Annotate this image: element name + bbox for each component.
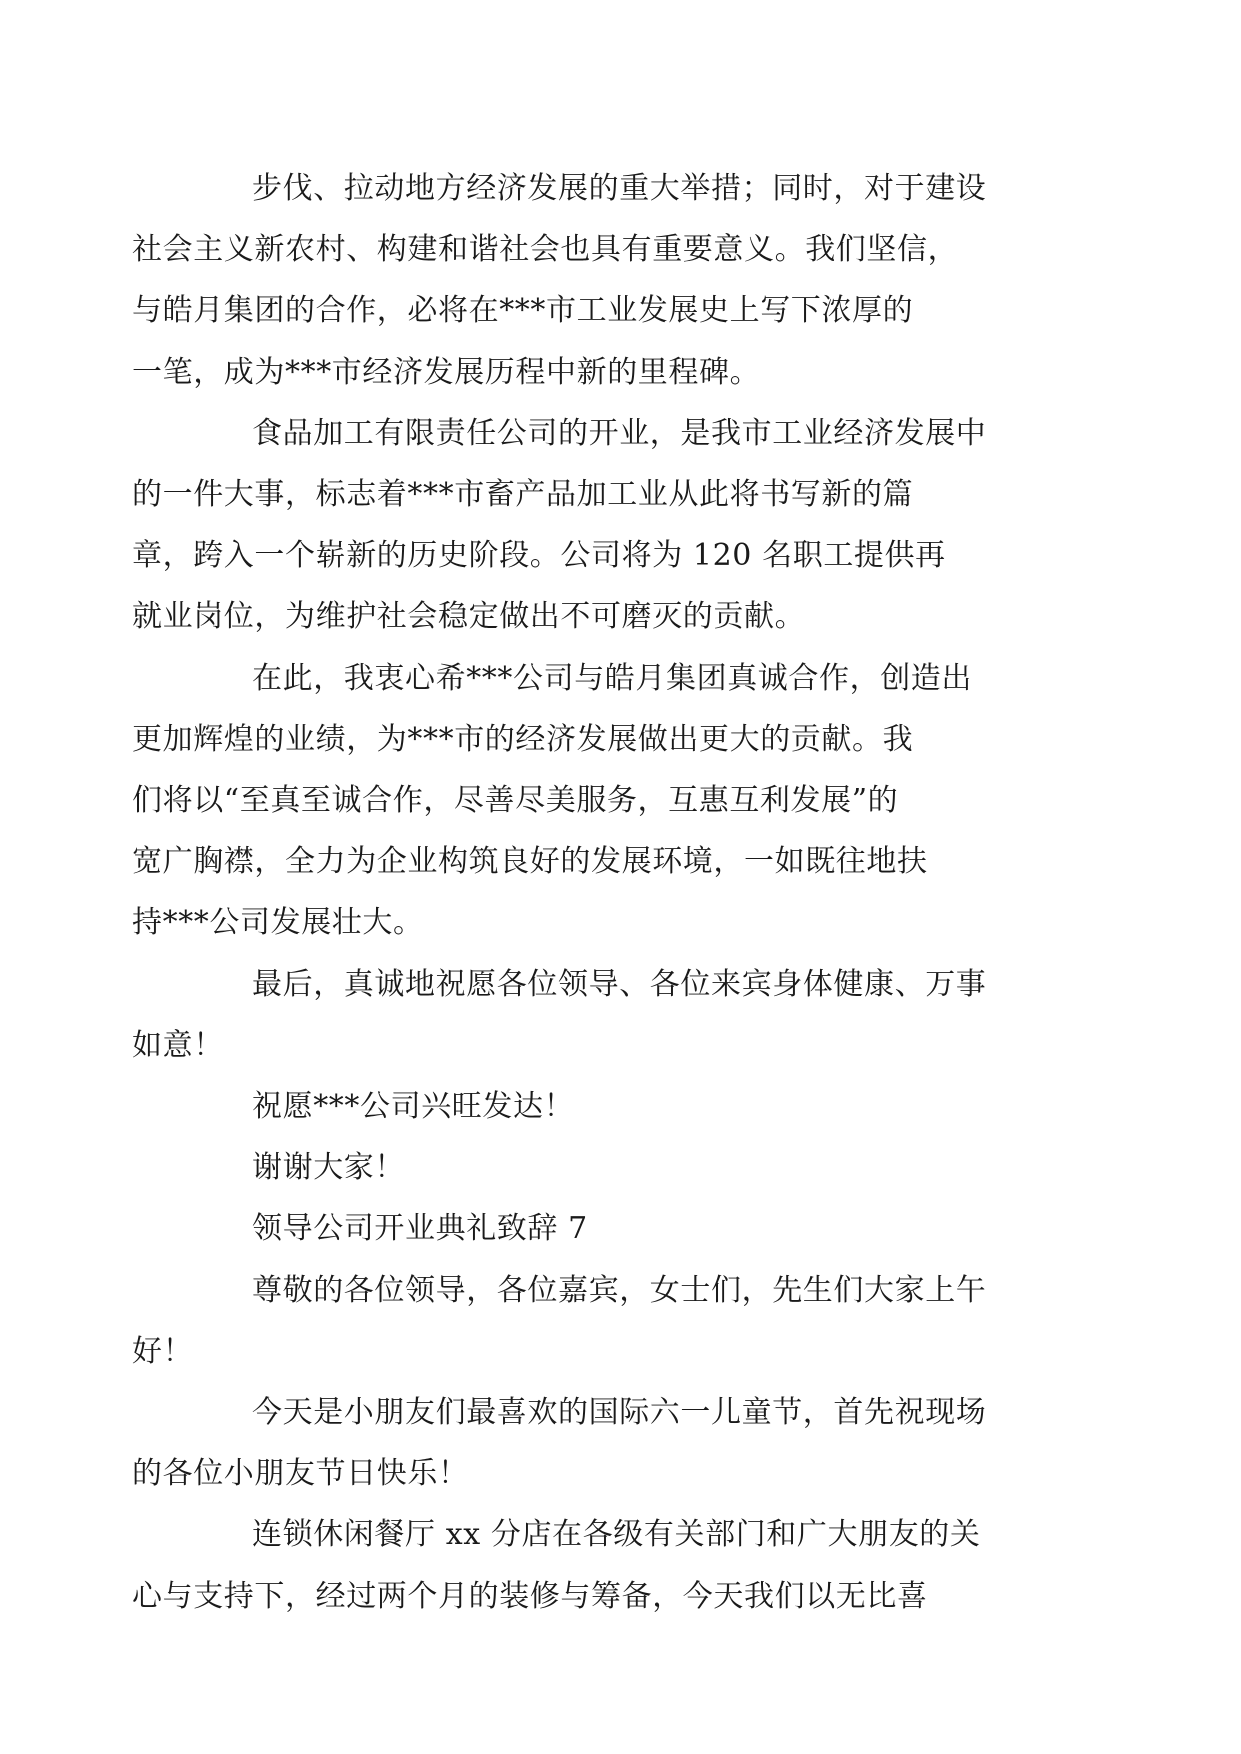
text-line: 连锁休闲餐厅 xx 分店在各级有关部门和广大朋友的关 — [252, 1517, 981, 1553]
text-line: 食品加工有限责任公司的开业，是我市工业经济发展中 — [252, 415, 987, 451]
text-line: 步伐、拉动地方经济发展的重大举措；同时，对于建设 — [252, 171, 987, 206]
document-body — [132, 158, 1056, 1627]
section-heading — [192, 1198, 1056, 1259]
paragraph-3 — [132, 648, 1056, 954]
paragraph-2 — [132, 403, 1056, 648]
text-line: 持***公司发展壮大。 — [132, 905, 424, 941]
text-line: 的各位小朋友节日快乐！ — [132, 1456, 469, 1492]
paragraph-6 — [192, 1137, 1056, 1198]
text-line: 更加辉煌的业绩，为***市的经济发展做出更大的贡献。我 — [132, 721, 914, 757]
text-line: 们将以“至真至诚合作，尽善尽美服务，互惠互利发展”的 — [132, 783, 899, 819]
text-line: 在此，我衷心希***公司与皓月集团真诚合作，创造出 — [252, 660, 972, 696]
text-line: 最后，真诚地祝愿各位领导、各位来宾身体健康、万事 — [252, 966, 987, 1002]
paragraph-10 — [132, 1504, 1056, 1626]
text-line: 心与支持下，经过两个月的装修与筹备，今天我们以无比喜 — [132, 1578, 928, 1614]
text-line: 谢谢大家！ — [252, 1150, 405, 1186]
paragraph-9 — [132, 1382, 1056, 1504]
text-line: 尊敬的各位领导，各位嘉宾，女士们，先生们大家上午 — [252, 1272, 987, 1308]
text-line: 如意！ — [132, 1027, 224, 1063]
text-line: 领导公司开业典礼致辞 7 — [252, 1211, 588, 1247]
text-line: 一笔，成为***市经济发展历程中新的里程碑。 — [132, 354, 761, 390]
text-line: 就业岗位，为维护社会稳定做出不可磨灭的贡献。 — [132, 599, 806, 635]
text-line: 社会主义新农村、构建和谐社会也具有重要意义。我们坚信， — [132, 232, 959, 268]
paragraph-8 — [132, 1260, 1056, 1382]
text-line: 宽广胸襟，全力为企业构筑良好的发展环境，一如既往地扶 — [132, 844, 928, 880]
text-line: 祝愿***公司兴旺发达！ — [252, 1089, 575, 1125]
text-line: 好！ — [132, 1333, 194, 1369]
text-line: 与皓月集团的合作，必将在***市工业发展史上写下浓厚的 — [132, 293, 914, 329]
text-line: 的一件大事，标志着***市畜产品加工业从此将书写新的篇 — [132, 477, 914, 513]
paragraph-5 — [192, 1076, 1056, 1137]
paragraph-1 — [132, 158, 1056, 403]
text-line: 今天是小朋友们最喜欢的国际六一儿童节，首先祝现场 — [252, 1395, 987, 1431]
text-line: 章，跨入一个崭新的历史阶段。公司将为 120 名职工提供再 — [132, 538, 946, 574]
paragraph-4 — [132, 954, 1056, 1076]
